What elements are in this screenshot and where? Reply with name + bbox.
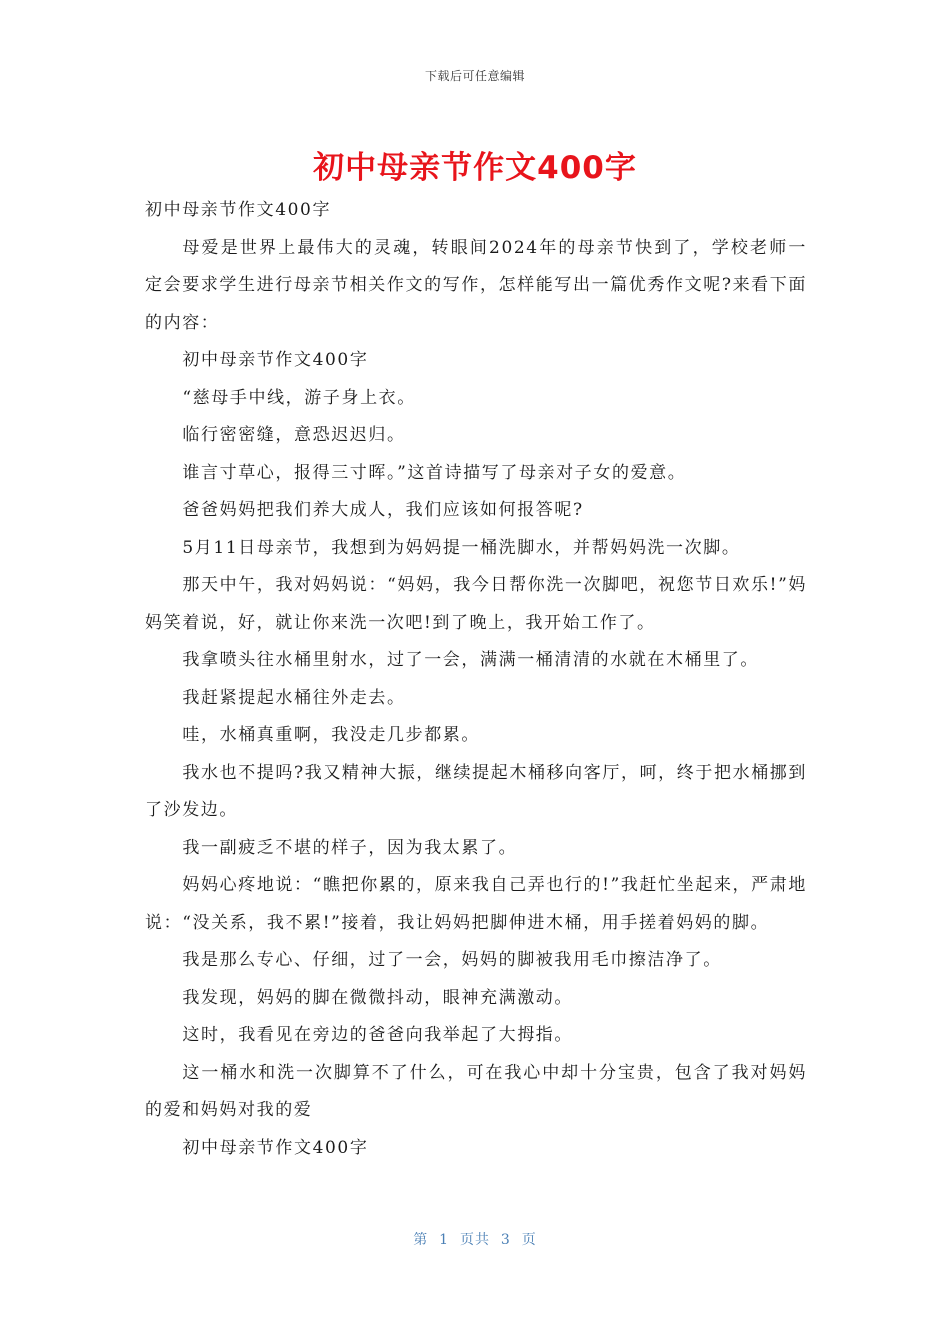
paragraph: 我赶紧提起水桶往外走去。 [182,687,406,708]
paragraph: 爸爸妈妈把我们养大成人，我们应该如何报答呢? [182,500,584,520]
subtitle-line: 初中母亲节作文400字 [145,200,332,220]
paragraph: 我是那么专心、仔细，过了一会，妈妈的脚被我用毛巾擦洁净了。 [182,950,722,970]
paragraph: 哇，水桶真重啊，我没走几步都累。 [182,725,480,745]
paragraph: 妈妈心疼地说：“瞧把你累的，原来我自己弄也行的!”我赶忙坐起来，严肃地说：“没关系，我不累!”接着，我让妈妈把脚伸进木桶，用手搓着妈妈的脚。 [145,875,807,933]
paragraph: 我拿喷头往水桶里射水，过了一会，满满一桶清清的水就在木桶里了。 [182,650,759,670]
document-body [145,192,807,1167]
paragraph: 我发现，妈妈的脚在微微抖动，眼神充满激动。 [182,987,573,1008]
paragraph: 谁言寸草心，报得三寸晖。”这首诗描写了母亲对子女的爱意。 [182,462,687,483]
paragraph: 我一副疲乏不堪的样子，因为我太累了。 [182,837,518,858]
paragraph: 5月11日母亲节，我想到为妈妈提一桶洗脚水，并帮妈妈洗一次脚。 [182,537,741,558]
paragraph: “慈母手中线，游子身上衣。 [182,387,416,408]
paragraph: 这一桶水和洗一次脚算不了什么，可在我心中却十分宝贵，包含了我对妈妈的爱和妈妈对我的爱 [145,1062,807,1120]
paragraph: 初中母亲节作文400字 [182,350,369,370]
paragraph: 母爱是世界上最伟大的灵魂，转眼间2024年的母亲节快到了，学校老师一定会要求学生进行母亲节相关作文的写作，怎样能写出一篇优秀作文呢?来看下面的内容： [145,237,807,333]
paragraph: 这时，我看见在旁边的爸爸向我举起了大拇指。 [182,1025,573,1045]
header-note: 下载后可任意编辑 [424,69,525,83]
paragraph: 那天中午，我对妈妈说：“妈妈，我今日帮你洗一次脚吧，祝您节日欢乐!”妈妈笑着说，好，就让你来洗一次吧!到了晚上，我开始工作了。 [145,575,807,633]
paragraph: 初中母亲节作文400字 [182,1137,369,1158]
page-footer: 第 1 页共 3 页 [413,1232,537,1248]
paragraph: 临行密密缝，意恐迟迟归。 [182,425,406,445]
document-title: 初中母亲节作文400字 [313,150,637,186]
paragraph: 我水也不提吗?我又精神大振，继续提起木桶移向客厅，呵，终于把水桶挪到了沙发边。 [145,762,807,820]
